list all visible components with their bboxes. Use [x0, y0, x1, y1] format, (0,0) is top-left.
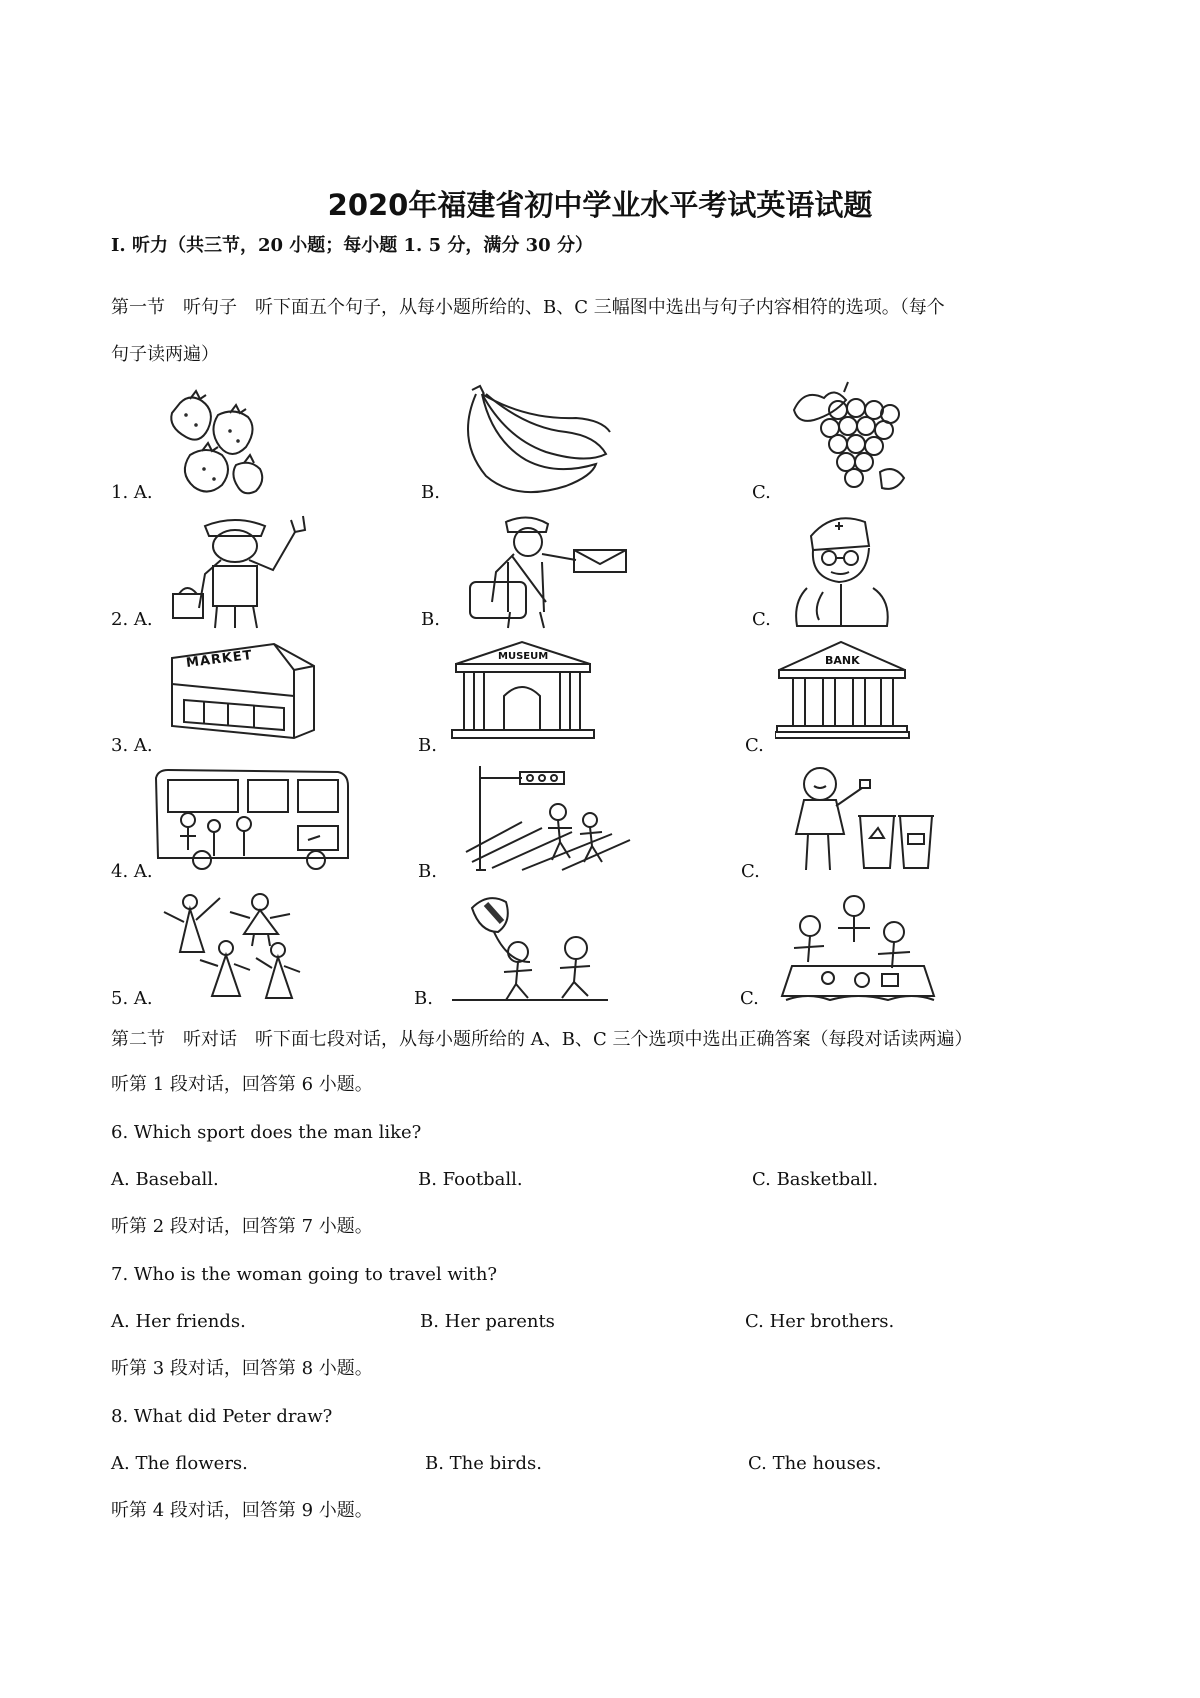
q8-option-c: C. The houses. — [748, 1453, 882, 1474]
q7-option-a: A. Her friends. — [111, 1311, 246, 1332]
q1-label-b: B. — [421, 482, 440, 503]
q3-label-a: 3. A. — [111, 735, 153, 756]
q8-option-a: A. The flowers. — [111, 1453, 248, 1474]
dancing-picture — [160, 892, 320, 1002]
grapes-picture — [784, 380, 914, 500]
market-sign: MARKET — [185, 647, 254, 672]
section2-instruction: 第二节 听对话 听下面七段对话，从每小题所给的 A、B、C 三个选项中选出正确答案（每段对话读两遍） — [111, 1029, 973, 1050]
museum-sign: MUSEUM — [498, 651, 549, 662]
kite-flying-picture — [448, 892, 613, 1004]
q6-option-c: C. Basketball. — [752, 1169, 879, 1190]
strawberries-picture — [160, 385, 290, 500]
postman-picture — [456, 512, 636, 630]
bank-picture — [775, 640, 910, 740]
q1-label-c: C. — [752, 482, 771, 503]
q3-label-b: B. — [418, 735, 437, 756]
q7-option-b: B. Her parents — [420, 1311, 555, 1332]
part1-heading: Ⅰ. 听力（共三节，20 小题；每小题 1. 5 分，满分 30 分） — [111, 235, 593, 256]
museum-picture — [450, 640, 595, 740]
bank-sign: BANK — [825, 654, 860, 667]
q6-stem: 6. Which sport does the man like? — [111, 1122, 422, 1143]
q5-label-a: 5. A. — [111, 988, 153, 1009]
q8-intro: 听第 3 段对话，回答第 8 小题。 — [111, 1358, 373, 1379]
q7-option-c: C. Her brothers. — [745, 1311, 895, 1332]
q7-stem: 7. Who is the woman going to travel with? — [111, 1264, 498, 1285]
q3-label-c: C. — [745, 735, 764, 756]
market-picture — [164, 640, 324, 740]
q4-label-c: C. — [741, 861, 760, 882]
recycling-picture — [784, 764, 934, 874]
crossing-street-picture — [462, 762, 632, 872]
doctor-picture — [783, 512, 903, 630]
q2-label-c: C. — [752, 609, 771, 630]
q2-label-b: B. — [421, 609, 440, 630]
q1-label-a: 1. A. — [111, 482, 153, 503]
q6-option-b: B. Football. — [418, 1169, 523, 1190]
bus-boarding-picture — [148, 766, 353, 871]
q2-label-a: 2. A. — [111, 609, 153, 630]
q8-option-b: B. The birds. — [425, 1453, 543, 1474]
worker-picture — [165, 512, 335, 630]
q5-label-b: B. — [414, 988, 433, 1009]
section1-instruction-line1: 第一节 听句子 听下面五个句子，从每小题所给的、B、C 三幅图中选出与句子内容相符的选项。（每个 — [111, 297, 945, 318]
section1-instruction-line2: 句子读两遍） — [111, 344, 219, 365]
q5-label-c: C. — [740, 988, 759, 1009]
q9-intro: 听第 4 段对话，回答第 9 小题。 — [111, 1500, 373, 1521]
page-title: 2020年福建省初中学业水平考试英语试题 — [327, 188, 873, 222]
q7-intro: 听第 2 段对话，回答第 7 小题。 — [111, 1216, 373, 1237]
q8-stem: 8. What did Peter draw? — [111, 1406, 333, 1427]
q6-option-a: A. Baseball. — [111, 1169, 219, 1190]
picnic-picture — [778, 892, 938, 1004]
q4-label-a: 4. A. — [111, 861, 153, 882]
q4-label-b: B. — [418, 861, 437, 882]
q6-intro: 听第 1 段对话，回答第 6 小题。 — [111, 1074, 373, 1095]
bananas-picture — [446, 380, 616, 505]
